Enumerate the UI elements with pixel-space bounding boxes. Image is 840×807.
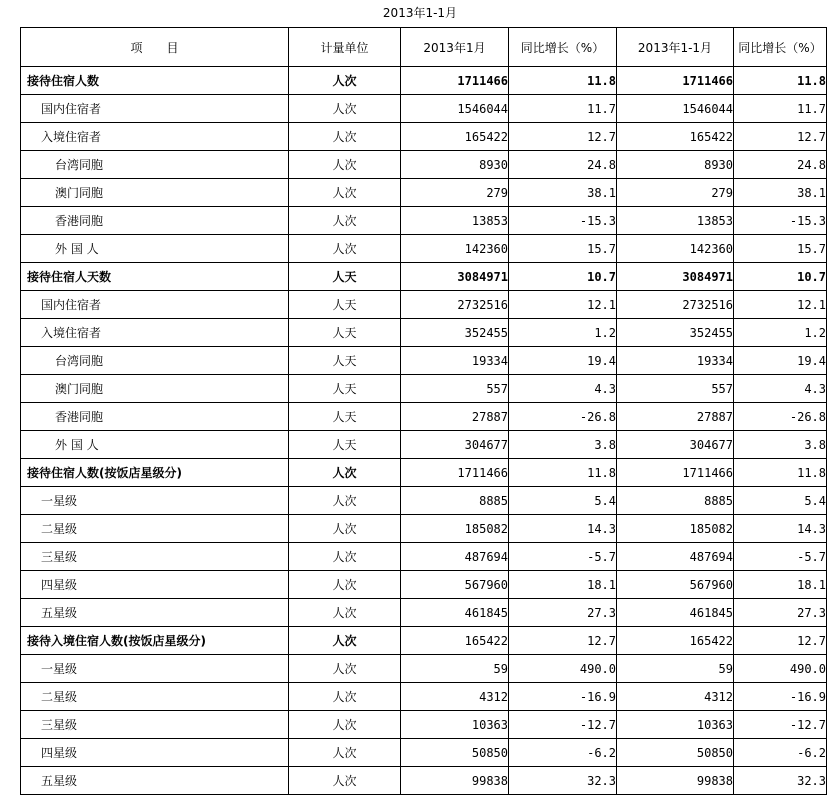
row-cumulative-growth: -6.2 <box>734 739 827 767</box>
row-item-label: 四星级 <box>21 739 289 767</box>
row-cumulative-growth: 11.7 <box>734 95 827 123</box>
row-unit: 人天 <box>289 319 401 347</box>
row-cumulative-growth: 12.7 <box>734 627 827 655</box>
row-month-value: 352455 <box>401 319 509 347</box>
table-row <box>21 95 827 123</box>
table-row <box>21 67 827 95</box>
row-month-value: 1711466 <box>401 67 509 95</box>
row-item-label: 外 国 人 <box>21 235 289 263</box>
row-month-value: 487694 <box>401 543 509 571</box>
row-month-growth: -16.9 <box>509 683 617 711</box>
row-cumulative-value: 3084971 <box>617 263 734 291</box>
statistics-table <box>20 27 827 795</box>
row-unit: 人天 <box>289 431 401 459</box>
header-unit: 计量单位 <box>289 28 401 67</box>
row-cumulative-growth: 38.1 <box>734 179 827 207</box>
row-cumulative-value: 13853 <box>617 207 734 235</box>
row-item-label: 国内住宿者 <box>21 291 289 319</box>
row-item-label: 澳门同胞 <box>21 179 289 207</box>
row-unit: 人天 <box>289 375 401 403</box>
table-row <box>21 319 827 347</box>
row-cumulative-growth: 3.8 <box>734 431 827 459</box>
table-row <box>21 431 827 459</box>
row-unit: 人次 <box>289 487 401 515</box>
row-cumulative-growth: -15.3 <box>734 207 827 235</box>
row-month-value: 165422 <box>401 123 509 151</box>
row-month-growth: -26.8 <box>509 403 617 431</box>
row-month-growth: 27.3 <box>509 599 617 627</box>
row-item-label: 二星级 <box>21 515 289 543</box>
row-cumulative-growth: -5.7 <box>734 543 827 571</box>
row-month-growth: 12.7 <box>509 627 617 655</box>
row-item-label: 台湾同胞 <box>21 151 289 179</box>
row-unit: 人次 <box>289 571 401 599</box>
row-cumulative-value: 567960 <box>617 571 734 599</box>
row-month-growth: 38.1 <box>509 179 617 207</box>
row-month-growth: 15.7 <box>509 235 617 263</box>
table-row <box>21 375 827 403</box>
row-cumulative-value: 352455 <box>617 319 734 347</box>
row-cumulative-growth: 24.8 <box>734 151 827 179</box>
row-cumulative-growth: 27.3 <box>734 599 827 627</box>
row-item-label: 外 国 人 <box>21 431 289 459</box>
row-item-label: 入境住宿者 <box>21 319 289 347</box>
table-row <box>21 403 827 431</box>
row-month-value: 165422 <box>401 627 509 655</box>
row-cumulative-value: 1546044 <box>617 95 734 123</box>
table-row <box>21 599 827 627</box>
row-cumulative-growth: 15.7 <box>734 235 827 263</box>
row-month-value: 279 <box>401 179 509 207</box>
row-month-value: 3084971 <box>401 263 509 291</box>
row-cumulative-growth: 12.1 <box>734 291 827 319</box>
row-month-growth: 19.4 <box>509 347 617 375</box>
table-row <box>21 711 827 739</box>
row-cumulative-value: 50850 <box>617 739 734 767</box>
row-unit: 人次 <box>289 207 401 235</box>
row-month-growth: 11.8 <box>509 459 617 487</box>
row-month-growth: 490.0 <box>509 655 617 683</box>
row-month-value: 13853 <box>401 207 509 235</box>
table-row <box>21 571 827 599</box>
row-month-value: 4312 <box>401 683 509 711</box>
row-month-growth: 12.7 <box>509 123 617 151</box>
row-item-label: 五星级 <box>21 767 289 795</box>
row-cumulative-value: 99838 <box>617 767 734 795</box>
row-unit: 人天 <box>289 291 401 319</box>
row-cumulative-value: 59 <box>617 655 734 683</box>
table-row <box>21 739 827 767</box>
table-row <box>21 543 827 571</box>
row-unit: 人次 <box>289 543 401 571</box>
row-month-growth: 4.3 <box>509 375 617 403</box>
row-cumulative-growth: 18.1 <box>734 571 827 599</box>
row-unit: 人次 <box>289 655 401 683</box>
header-row <box>21 28 827 67</box>
row-cumulative-value: 304677 <box>617 431 734 459</box>
row-month-growth: 5.4 <box>509 487 617 515</box>
row-month-growth: -12.7 <box>509 711 617 739</box>
row-month-value: 8885 <box>401 487 509 515</box>
row-cumulative-growth: 11.8 <box>734 459 827 487</box>
table-caption: 2013年1-1月 <box>382 6 458 20</box>
row-month-growth: -15.3 <box>509 207 617 235</box>
table-row <box>21 683 827 711</box>
row-cumulative-growth: -12.7 <box>734 711 827 739</box>
row-cumulative-growth: 5.4 <box>734 487 827 515</box>
row-cumulative-value: 1711466 <box>617 459 734 487</box>
row-cumulative-value: 165422 <box>617 123 734 151</box>
row-unit: 人次 <box>289 683 401 711</box>
row-cumulative-value: 165422 <box>617 627 734 655</box>
row-cumulative-growth: 14.3 <box>734 515 827 543</box>
row-month-value: 461845 <box>401 599 509 627</box>
row-month-value: 557 <box>401 375 509 403</box>
row-cumulative-value: 4312 <box>617 683 734 711</box>
row-month-value: 567960 <box>401 571 509 599</box>
row-item-label: 澳门同胞 <box>21 375 289 403</box>
table-row <box>21 459 827 487</box>
row-month-growth: 32.3 <box>509 767 617 795</box>
table-row <box>21 263 827 291</box>
row-unit: 人次 <box>289 739 401 767</box>
row-unit: 人次 <box>289 95 401 123</box>
row-month-value: 1711466 <box>401 459 509 487</box>
row-month-value: 304677 <box>401 431 509 459</box>
row-cumulative-value: 279 <box>617 179 734 207</box>
row-item-label: 三星级 <box>21 711 289 739</box>
row-unit: 人次 <box>289 123 401 151</box>
row-month-value: 185082 <box>401 515 509 543</box>
row-month-growth: 14.3 <box>509 515 617 543</box>
row-cumulative-value: 461845 <box>617 599 734 627</box>
table-row <box>21 235 827 263</box>
row-cumulative-growth: -26.8 <box>734 403 827 431</box>
header-item: 项 目 <box>21 28 289 67</box>
row-item-label: 台湾同胞 <box>21 347 289 375</box>
row-month-value: 99838 <box>401 767 509 795</box>
row-month-growth: 1.2 <box>509 319 617 347</box>
row-month-growth: 3.8 <box>509 431 617 459</box>
row-cumulative-value: 2732516 <box>617 291 734 319</box>
row-cumulative-growth: 19.4 <box>734 347 827 375</box>
row-month-value: 10363 <box>401 711 509 739</box>
row-unit: 人天 <box>289 263 401 291</box>
row-cumulative-growth: 490.0 <box>734 655 827 683</box>
row-unit: 人次 <box>289 767 401 795</box>
row-unit: 人天 <box>289 347 401 375</box>
row-cumulative-value: 487694 <box>617 543 734 571</box>
row-cumulative-value: 185082 <box>617 515 734 543</box>
row-cumulative-value: 557 <box>617 375 734 403</box>
row-cumulative-growth: 4.3 <box>734 375 827 403</box>
row-cumulative-growth: 32.3 <box>734 767 827 795</box>
row-cumulative-value: 1711466 <box>617 67 734 95</box>
row-month-value: 50850 <box>401 739 509 767</box>
header-cumulative: 2013年1-1月 <box>617 28 734 67</box>
row-cumulative-value: 27887 <box>617 403 734 431</box>
row-item-label: 四星级 <box>21 571 289 599</box>
table-row <box>21 767 827 795</box>
row-month-growth: 11.8 <box>509 67 617 95</box>
table-row <box>21 179 827 207</box>
row-unit: 人次 <box>289 711 401 739</box>
table-row <box>21 515 827 543</box>
row-month-growth: 12.1 <box>509 291 617 319</box>
row-item-label: 入境住宿者 <box>21 123 289 151</box>
table-row <box>21 487 827 515</box>
row-month-growth: 10.7 <box>509 263 617 291</box>
row-unit: 人次 <box>289 235 401 263</box>
table-row <box>21 207 827 235</box>
row-month-growth: 24.8 <box>509 151 617 179</box>
row-item-label: 二星级 <box>21 683 289 711</box>
row-month-value: 1546044 <box>401 95 509 123</box>
row-month-growth: 18.1 <box>509 571 617 599</box>
row-item-label: 五星级 <box>21 599 289 627</box>
row-item-label: 一星级 <box>21 655 289 683</box>
row-cumulative-growth: 11.8 <box>734 67 827 95</box>
row-item-label: 接待住宿人天数 <box>21 263 289 291</box>
row-cumulative-value: 10363 <box>617 711 734 739</box>
row-unit: 人次 <box>289 515 401 543</box>
row-month-growth: -5.7 <box>509 543 617 571</box>
row-unit: 人次 <box>289 459 401 487</box>
header-month-growth: 同比增长（%） <box>509 28 617 67</box>
row-unit: 人次 <box>289 179 401 207</box>
row-unit: 人次 <box>289 67 401 95</box>
table-body <box>21 67 827 795</box>
row-item-label: 三星级 <box>21 543 289 571</box>
row-cumulative-growth: 12.7 <box>734 123 827 151</box>
header-month: 2013年1月 <box>401 28 509 67</box>
row-cumulative-value: 8930 <box>617 151 734 179</box>
row-month-growth: 11.7 <box>509 95 617 123</box>
header-cumulative-growth: 同比增长（%） <box>734 28 827 67</box>
row-item-label: 香港同胞 <box>21 207 289 235</box>
row-unit: 人次 <box>289 627 401 655</box>
row-cumulative-growth: 10.7 <box>734 263 827 291</box>
table-row <box>21 291 827 319</box>
table-row <box>21 151 827 179</box>
row-month-value: 59 <box>401 655 509 683</box>
row-cumulative-value: 19334 <box>617 347 734 375</box>
row-month-value: 27887 <box>401 403 509 431</box>
row-month-value: 142360 <box>401 235 509 263</box>
table-row <box>21 347 827 375</box>
row-item-label: 接待入境住宿人数(按饭店星级分) <box>21 627 289 655</box>
row-cumulative-value: 142360 <box>617 235 734 263</box>
row-cumulative-growth: 1.2 <box>734 319 827 347</box>
row-item-label: 国内住宿者 <box>21 95 289 123</box>
row-month-value: 2732516 <box>401 291 509 319</box>
row-unit: 人天 <box>289 403 401 431</box>
row-month-value: 8930 <box>401 151 509 179</box>
row-item-label: 一星级 <box>21 487 289 515</box>
row-item-label: 接待住宿人数(按饭店星级分) <box>21 459 289 487</box>
row-month-growth: -6.2 <box>509 739 617 767</box>
row-item-label: 香港同胞 <box>21 403 289 431</box>
row-cumulative-value: 8885 <box>617 487 734 515</box>
row-item-label: 接待住宿人数 <box>21 67 289 95</box>
row-unit: 人次 <box>289 151 401 179</box>
table-row <box>21 123 827 151</box>
row-month-value: 19334 <box>401 347 509 375</box>
row-unit: 人次 <box>289 599 401 627</box>
table-row <box>21 627 827 655</box>
row-cumulative-growth: -16.9 <box>734 683 827 711</box>
table-row <box>21 655 827 683</box>
